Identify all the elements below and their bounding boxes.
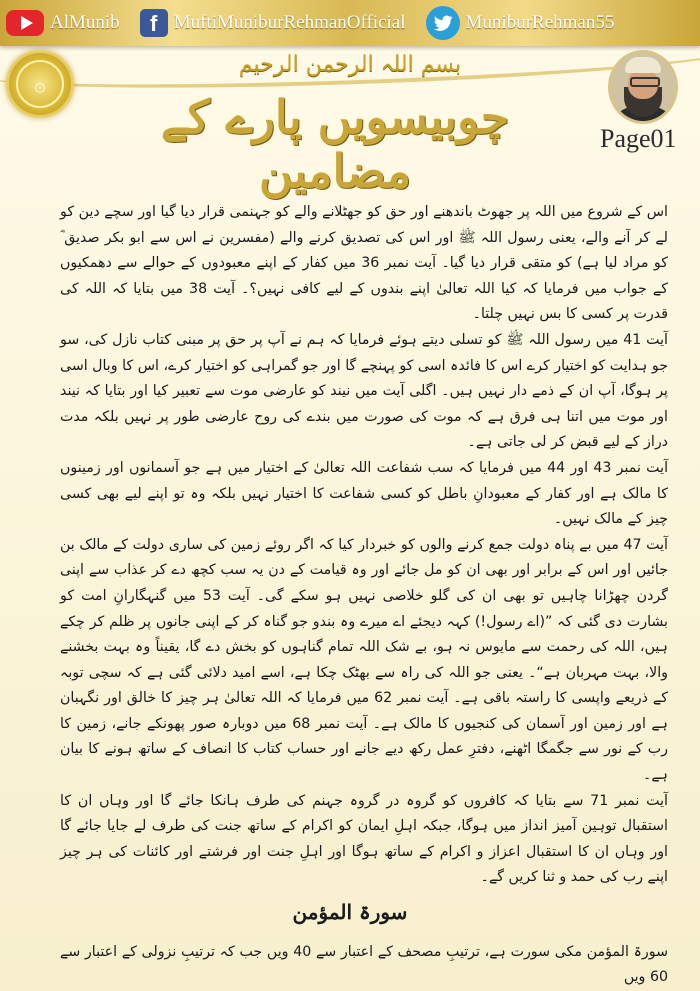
calligraphy-seal-icon: ۞ — [6, 50, 74, 118]
paragraph-2: آیت 41 میں رسول اللہ ﷺ کو تسلی دیتے ہوئے فرمایا کہ ہم نے آپ پر حق پر مبنی کتاب نازل کی، سو جو ہدایت کو اختیار کرے اس کا فائدہ اسی کو پہنچے گا اور جو گمراہی کو اختیار کرے، اس کا وبال اسی پر ہوگا، آپ ان کے ذمے دار نہیں ہیں۔ اگلی آیت میں نیند کو عارضی موت سے تعبیر کیا اور بتایا کہ نیند اور موت میں اتنا ہی فرق ہے کہ موت کی صورت میں بندے کی روح عارضی طور پر نہیں بلکہ مدت دراز کے لیے قبض کر لی جاتی ہے۔ — [60, 331, 668, 451]
facebook-link[interactable] — [140, 9, 406, 37]
youtube-label: AlMunib — [50, 12, 120, 33]
twitter-link[interactable] — [426, 6, 615, 40]
avatar — [608, 50, 678, 124]
surah-intro: سورۃ المؤمن مکی سورت ہے، ترتیبِ مصحف کے اعتبار سے 40 ویں جب کہ ترتیبِ نزولی کے اعتبار سے 60 ویں — [60, 944, 668, 985]
paragraph-5: آیت نمبر 71 سے بتایا کہ کافروں کو گروہ در گروہ جہنم کی طرف ہانکا جائے گا اور وہاں ان کا استقبال توہین آمیز انداز میں ہوگا، جبکہ اہلِ ایمان کو اکرام کے ساتھ جنت کی طرف لے جایا جائے گا اور وہاں ان کا استقبال اعزاز و اکرام کے ساتھ ہوگا اور اہلِ جنت اور فرشتے اور کائنات کی ہر چیز اپنے رب کی حمد و ثنا کریں گے۔ — [60, 792, 668, 886]
youtube-link[interactable] — [6, 10, 120, 36]
facebook-icon: f — [140, 9, 168, 37]
twitter-label: MuniburRehman55 — [465, 12, 615, 33]
paragraph-3: آیت نمبر 43 اور 44 میں فرمایا کہ سب شفاعت اللہ تعالیٰ کے اختیار میں ہے جو آسمانوں اور زمینوں کا مالک ہے اور کفار کے معبودانِ باطل کو کسی شفاعت کا اختیار نہیں بلکہ وہ تو اپنے لیے بھی کسی چیز کے مالک نہیں۔ — [60, 459, 669, 528]
surah-heading: سورۃ المؤمن — [292, 900, 408, 924]
page-number: Page01 — [600, 124, 677, 153]
facebook-label: MuftiMuniburRehmanOfficial — [173, 12, 406, 33]
paragraph-4: آیت 47 میں بے پناہ دولت جمع کرنے والوں کو خبردار کیا کہ اگر روئے زمین کی ساری دولت کے مالک بن جائیں اور اس کے برابر اور بھی ان کو مل جائے اور وہ قیامت کے دن یہ سب کچھ دے کر عذاب سے اپنی گردن چھڑانا چاہیں تو بھی ان کی گلو خلاصی نہیں ہو سکے گی۔ آیت 53 میں گنہگارانِ امت کو بشارت دی گئی کہ ”(اے رسول!) کہہ دیجئے اے میرے وہ بندو جو گناہ کر کے اپنی جانوں پر ظلم کر چکے ہیں، اللہ کی رحمت سے مایوس نہ ہو، بے شک اللہ تمام گناہوں کو بخش دے گا، یقیناً وہ بہت بخشنے والا، بہت مہربان ہے“۔ یعنی جو اللہ کی راہ سے بھٹک چکا ہے، اسے امید دلائی گئی ہے کہ سچی توبہ کے ذریعے واپسی کا راستہ باقی ہے۔ آیت نمبر 62 میں فرمایا کہ اللہ تعالیٰ ہر چیز کا خالق اور نگہبان ہے اور زمین اور آسمان کی کنجیوں کا مالک ہے۔ آیت نمبر 68 میں دوبارہ صور پھونکے جانے، زمین کا رب کے نور سے جگمگا اٹھنے، دفترِ عمل رکھ دیے جانے اور حساب کتاب کا انصاف کے ساتھ ہونے کا بیان ہے۔ — [60, 536, 669, 784]
youtube-icon — [6, 10, 44, 36]
twitter-icon — [426, 6, 460, 40]
paragraph-1: اس کے شروع میں اللہ پر جھوٹ باندھنے اور حق کو جھٹلانے والے کو جہنمی قرار دیا گیا اور سچے دین کو لے کر آنے والے، یعنی رسول اللہ ﷺ اور اس کی تصدیق کرنے والے (مفسرین نے اس سے ابو بکر صدیق ؓ کو مراد لیا ہے) کو متقی قرار دیا گیا۔ آیت نمبر 36 میں کفار کے اپنے معبودوں کے حوالے سے دھمکیوں کے جواب میں فرمایا کہ کیا اللہ تعالیٰ اپنے بندوں کے لیے کافی نہیں؟۔ آیت 38 میں بتایا کہ اللہ کی قدرت پر کسی کا بس نہیں چلتا۔ — [60, 204, 668, 323]
article-body — [60, 200, 668, 891]
bismillah: بسم اللہ الرحمن الرحیم — [238, 52, 462, 77]
page-title: چوبیسویں پارے کے مضامین — [160, 90, 510, 198]
